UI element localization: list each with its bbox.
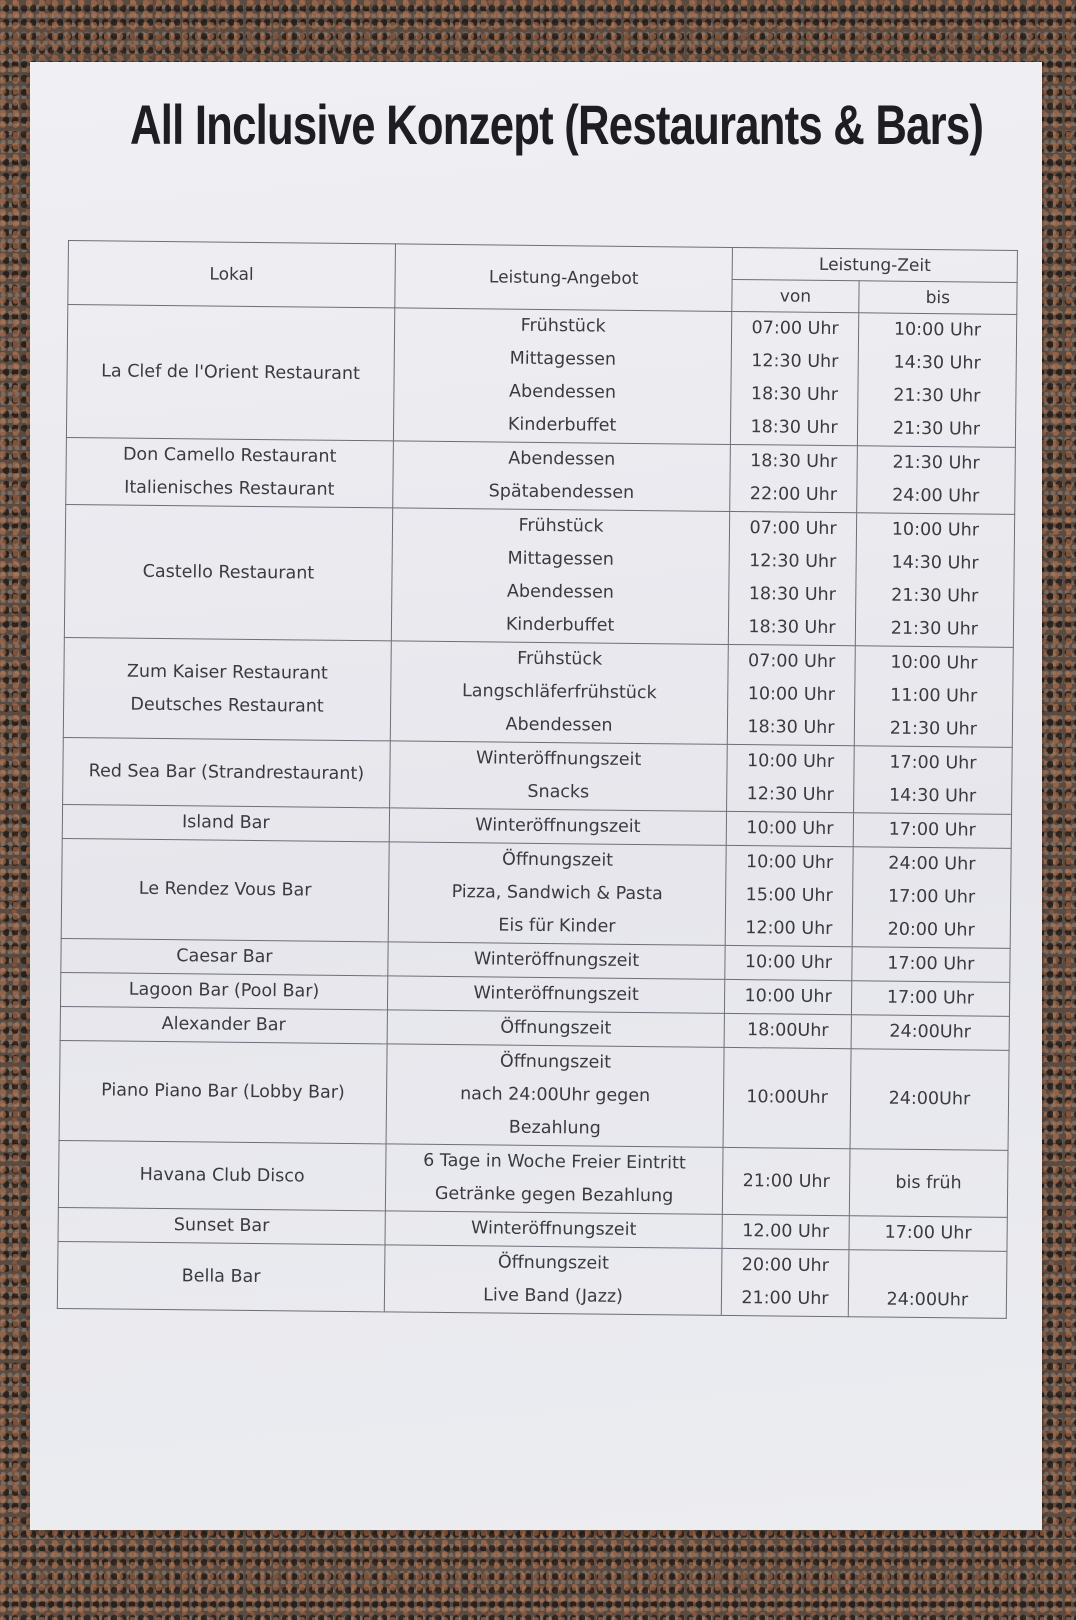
cell-bis	[851, 981, 1010, 1017]
venue-row	[63, 737, 1013, 814]
bis-line: 17:00 Uhr	[888, 819, 976, 841]
cell-lokal	[57, 1241, 385, 1311]
bis-line: 21:30 Uhr	[891, 585, 979, 607]
venue-row	[57, 1241, 1007, 1318]
lokal-line: Castello Restaurant	[142, 561, 315, 584]
bis-line: 24:00Uhr	[889, 1021, 972, 1043]
von-line: 12:30 Uhr	[749, 551, 837, 573]
lokal-line: Italienisches Restaurant	[124, 477, 335, 500]
von-line: 18:30 Uhr	[750, 417, 838, 439]
bis-line: 14:30 Uhr	[888, 785, 977, 807]
bis-line	[853, 1250, 1003, 1285]
cell-lokal	[61, 838, 389, 941]
von-line: 12:30 Uhr	[751, 351, 839, 373]
venue-row	[66, 437, 1016, 514]
cell-bis	[849, 1216, 1008, 1252]
bis-line: 17:00 Uhr	[886, 987, 975, 1009]
venue-row	[64, 504, 1014, 647]
header-angebot: Leistung-Angebot	[395, 244, 733, 312]
angebot-line: 6 Tage in Woche Freier Eintritt	[423, 1150, 686, 1174]
von-line: 12.00 Uhr	[742, 1221, 830, 1243]
angebot-line: Winteröffnungszeit	[471, 1218, 637, 1241]
von-line: 07:00 Uhr	[751, 318, 839, 340]
cell-angebot	[387, 976, 725, 1014]
cell-lokal	[64, 504, 392, 640]
cell-angebot	[389, 808, 727, 846]
lokal-line: Havana Club Disco	[139, 1164, 305, 1187]
cell-von	[728, 644, 856, 745]
cell-angebot	[385, 1211, 723, 1249]
angebot-line: Kinderbuffet	[507, 414, 617, 436]
cell-von	[730, 444, 857, 512]
cell-angebot	[390, 641, 728, 745]
cell-von	[722, 1214, 849, 1249]
cell-bis	[857, 313, 1017, 448]
cell-von	[725, 845, 853, 946]
angebot-line: Öffnungszeit	[500, 1017, 612, 1039]
angebot-line: Winteröffnungszeit	[475, 748, 642, 771]
bis-line: 17:00 Uhr	[884, 1222, 972, 1244]
von-line: 10:00Uhr	[746, 1087, 828, 1109]
cell-lokal	[63, 737, 391, 807]
von-line: 07:00 Uhr	[748, 651, 836, 673]
lokal-line: Lagoon Bar (Pool Bar)	[128, 979, 320, 1002]
angebot-line: Snacks	[527, 781, 590, 803]
cell-angebot	[391, 508, 730, 645]
cell-angebot	[385, 1144, 723, 1215]
cell-lokal	[60, 1006, 387, 1043]
venue-row	[58, 1140, 1008, 1217]
cell-lokal	[63, 637, 391, 740]
cell-bis	[852, 947, 1011, 983]
header-bis: bis	[859, 281, 1018, 315]
cell-angebot	[393, 441, 731, 512]
venue-row	[66, 305, 1016, 448]
bis-line: 14:30 Uhr	[893, 352, 981, 374]
von-line: 18:00Uhr	[746, 1020, 829, 1042]
lokal-line: Island Bar	[181, 812, 270, 834]
bis-line: 24:00 Uhr	[892, 485, 980, 507]
lokal-line: Deutsches Restaurant	[130, 694, 324, 717]
von-line: 18:30 Uhr	[750, 451, 838, 473]
lokal-line: Red Sea Bar (Strandrestaurant)	[88, 760, 365, 784]
cell-bis	[852, 847, 1011, 949]
cell-lokal	[58, 1207, 385, 1244]
angebot-line: Abendessen	[506, 581, 614, 603]
cell-bis	[853, 813, 1012, 849]
angebot-line: Winteröffnungszeit	[473, 949, 640, 972]
angebot-line: Abendessen	[508, 381, 617, 403]
cell-bis	[854, 646, 1013, 748]
venue-row	[61, 838, 1011, 948]
von-line: 07:00 Uhr	[749, 518, 837, 540]
angebot-line: Abendessen	[508, 448, 616, 470]
cell-lokal	[66, 305, 394, 441]
lokal-line: Le Rendez Vous Bar	[138, 878, 312, 901]
cell-lokal	[59, 1040, 387, 1143]
cell-bis	[849, 1149, 1008, 1218]
bis-line: 17:00 Uhr	[887, 953, 975, 975]
angebot-line: Mittagessen	[507, 548, 615, 570]
cell-bis	[855, 513, 1015, 648]
header-zeit: Leistung-Zeit	[732, 247, 1017, 282]
bis-line: 24:00Uhr	[886, 1289, 969, 1311]
bis-line: 24:00Uhr	[888, 1088, 971, 1110]
angebot-line: Langschläferfrühstück	[461, 681, 657, 704]
von-line: 18:30 Uhr	[747, 717, 835, 739]
lokal-line: Zum Kaiser Restaurant	[126, 661, 328, 684]
bis-line: 17:00 Uhr	[889, 752, 977, 774]
angebot-line: Frühstück	[517, 648, 603, 670]
angebot-line: Öffnungszeit	[497, 1252, 609, 1274]
cell-angebot	[388, 842, 726, 946]
cell-angebot	[393, 308, 732, 445]
von-line: 10:00 Uhr	[746, 818, 834, 840]
angebot-line: Frühstück	[520, 315, 606, 337]
bis-line: 21:30 Uhr	[890, 618, 979, 640]
von-line: 15:00 Uhr	[745, 885, 833, 907]
angebot-line: Öffnungszeit	[499, 1051, 612, 1073]
von-line: 10:00 Uhr	[747, 684, 835, 706]
cell-angebot	[388, 942, 726, 980]
von-line: 22:00 Uhr	[749, 484, 838, 506]
cell-angebot	[386, 1044, 724, 1148]
venue-row	[59, 1040, 1009, 1150]
bis-line: 17:00 Uhr	[887, 886, 976, 908]
angebot-line: nach 24:00Uhr gegen	[460, 1084, 651, 1107]
von-line: 21:00 Uhr	[742, 1170, 830, 1192]
schedule-body	[57, 305, 1016, 1319]
von-line: 18:30 Uhr	[748, 617, 836, 639]
angebot-line: Frühstück	[518, 515, 604, 537]
cell-bis	[850, 1049, 1009, 1151]
cell-von	[722, 1248, 849, 1316]
lokal-line: Piano Piano Bar (Lobby Bar)	[101, 1080, 345, 1103]
von-line: 20:00 Uhr	[741, 1255, 829, 1277]
angebot-line: Kinderbuffet	[505, 614, 615, 636]
von-line: 10:00 Uhr	[744, 952, 833, 974]
bis-line: 20:00 Uhr	[887, 919, 975, 941]
lokal-line: Caesar Bar	[176, 946, 273, 968]
lokal-line: La Clef de l'Orient Restaurant	[101, 360, 360, 384]
angebot-line: Winteröffnungszeit	[473, 983, 639, 1006]
von-line: 10:00 Uhr	[746, 751, 835, 773]
venue-row	[63, 637, 1013, 747]
cell-von	[723, 1147, 850, 1215]
lokal-line: Sunset Bar	[173, 1215, 270, 1237]
angebot-line: Pizza, Sandwich & Pasta	[451, 882, 663, 905]
cell-von	[726, 811, 853, 846]
bis-line: 10:00 Uhr	[891, 519, 980, 541]
page-title: All Inclusive Konzept (Restaurants & Bars)	[130, 93, 984, 156]
lokal-line: Alexander Bar	[161, 1014, 286, 1036]
angebot-line: Bezahlung	[508, 1117, 601, 1139]
cell-von	[725, 945, 852, 980]
bis-line: bis früh	[895, 1172, 962, 1193]
cell-lokal	[60, 972, 387, 1009]
cell-von	[727, 744, 854, 812]
lokal-line: Bella Bar	[181, 1265, 261, 1287]
schedule-table	[57, 240, 1018, 1319]
bis-line: 21:30 Uhr	[892, 418, 981, 440]
cell-von	[725, 979, 852, 1014]
cell-bis	[848, 1250, 1007, 1319]
cell-lokal	[58, 1140, 386, 1210]
von-line: 18:30 Uhr	[748, 584, 837, 606]
lokal-line: Don Camello Restaurant	[122, 444, 337, 467]
schedule-table-wrapper	[56, 240, 1018, 1360]
bis-line: 21:30 Uhr	[892, 452, 980, 474]
angebot-line: Abendessen	[505, 714, 613, 736]
bis-line: 21:30 Uhr	[889, 718, 977, 740]
cell-angebot	[384, 1245, 722, 1316]
cell-lokal	[61, 938, 388, 975]
angebot-line: Eis für Kinder	[498, 915, 616, 937]
bis-line: 21:30 Uhr	[893, 385, 981, 407]
angebot-line: Mittagessen	[509, 348, 617, 370]
von-line: 10:00 Uhr	[744, 986, 832, 1008]
cell-angebot	[389, 741, 727, 812]
cell-von	[724, 1013, 851, 1048]
header-von: von	[732, 279, 859, 312]
cell-von	[729, 511, 857, 645]
header-lokal: Lokal	[68, 241, 396, 308]
bis-line: 11:00 Uhr	[890, 685, 978, 707]
von-line: 12:00 Uhr	[745, 918, 833, 940]
von-line: 10:00 Uhr	[745, 852, 834, 874]
von-line: 12:30 Uhr	[746, 784, 834, 806]
bis-line: 14:30 Uhr	[891, 552, 979, 574]
bis-line: 24:00 Uhr	[888, 853, 976, 875]
angebot-line: Getränke gegen Bezahlung	[434, 1183, 674, 1207]
bis-line: 10:00 Uhr	[893, 319, 982, 341]
von-line: 21:00 Uhr	[741, 1288, 829, 1310]
cell-von	[731, 311, 859, 445]
bis-line: 10:00 Uhr	[890, 652, 978, 674]
cell-lokal	[66, 437, 394, 507]
angebot-line: Live Band (Jazz)	[483, 1285, 623, 1307]
cell-lokal	[62, 804, 389, 841]
angebot-line: Winteröffnungszeit	[475, 815, 641, 838]
angebot-line: Spätabendessen	[488, 481, 635, 503]
cell-angebot	[387, 1010, 725, 1048]
cell-bis	[856, 446, 1015, 515]
cell-bis	[851, 1015, 1010, 1051]
von-line: 18:30 Uhr	[750, 384, 839, 406]
cell-von	[723, 1047, 851, 1148]
cell-bis	[853, 746, 1012, 815]
angebot-line: Öffnungszeit	[501, 849, 614, 871]
